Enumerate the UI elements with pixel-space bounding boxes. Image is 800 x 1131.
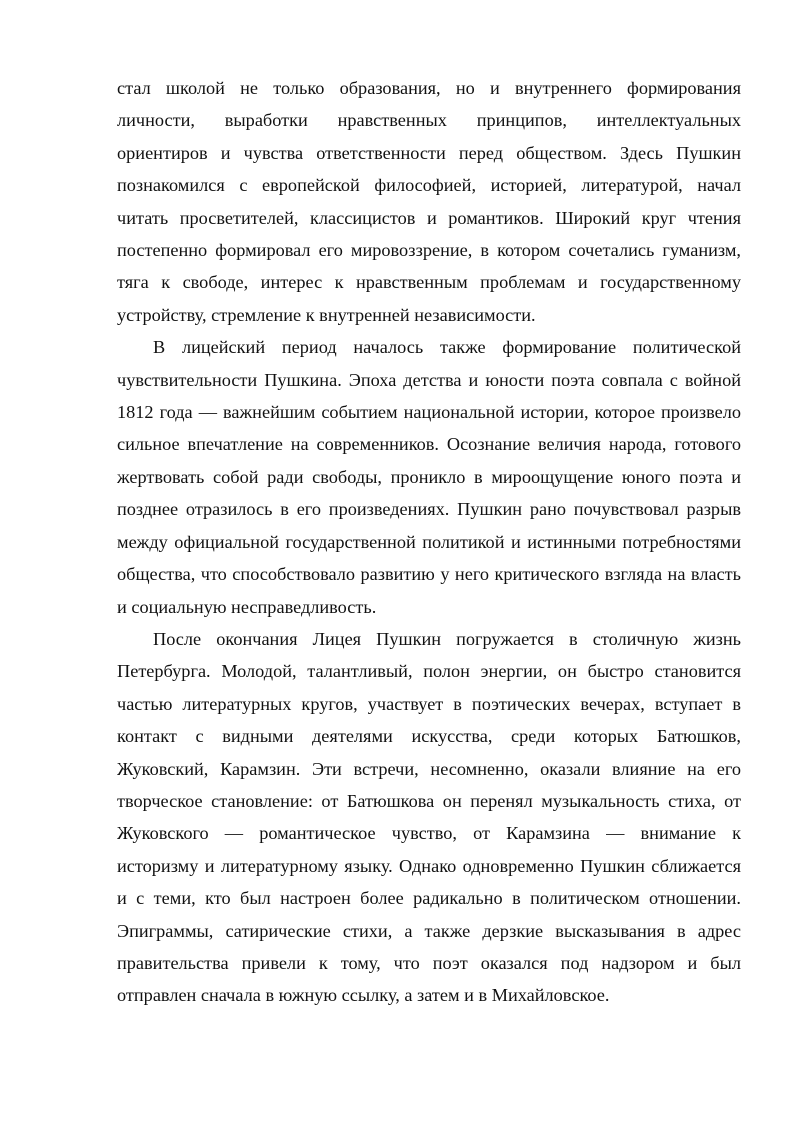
text-line: правительства привели к тому, что поэт оказался под надзором и был	[117, 952, 741, 973]
text-line: личности, выработки нравственных принципов, интеллектуальных	[117, 110, 741, 131]
text-line: отправлен сначала в южную ссылку, а затем и в Михайловское.	[117, 985, 610, 1006]
text-line: постепенно формировал его мировоззрение, в котором сочетались гуманизм,	[117, 240, 741, 261]
text-line: Жуковского — романтическое чувство, от Карамзина — внимание к	[117, 823, 741, 844]
text-line: тяга к свободе, интерес к нравственным проблемам и государственному	[117, 272, 741, 293]
text-line: и социальную несправедливость.	[117, 596, 377, 617]
text-line: Жуковский, Карамзин. Эти встречи, несомненно, оказали влияние на его	[117, 758, 741, 779]
paragraph-1	[117, 72, 741, 331]
text-line: устройству, стремление к внутренней независимости.	[117, 304, 536, 325]
text-line: ориентиров и чувства ответственности перед обществом. Здесь Пушкин	[117, 142, 741, 163]
text-line: После окончания Лицея Пушкин погружается в столичную жизнь	[153, 628, 741, 649]
text-line: и с теми, кто был настроен более радикально в политическом отношении.	[117, 888, 741, 909]
text-line: позднее отразилось в его произведениях. Пушкин рано почувствовал разрыв	[117, 499, 741, 520]
text-line: Петербурга. Молодой, талантливый, полон энергии, он быстро становится	[117, 661, 741, 682]
text-line: 1812 года — важнейшим событием национальной истории, которое произвело	[117, 402, 741, 423]
text-line: контакт с видными деятелями искусства, среди которых Батюшков,	[117, 726, 741, 747]
text-line: познакомился с европейской философией, историей, литературой, начал	[117, 175, 741, 196]
text-line: между официальной государственной политикой и истинными потребностями	[117, 531, 741, 552]
text-line: В лицейский период началось также формирование политической	[153, 337, 741, 358]
text-line: сильное впечатление на современников. Осознание величия народа, готового	[117, 434, 741, 455]
paragraph-2	[117, 331, 741, 623]
text-line: стал школой не только образования, но и внутреннего формирования	[117, 78, 741, 98]
paragraph-3	[117, 623, 741, 1012]
text-line: общества, что способствовало развитию у него критического взгляда на власть	[117, 564, 741, 585]
text-line: творческое становление: от Батюшкова он перенял музыкальность стиха, от	[117, 790, 741, 811]
document-page	[117, 72, 741, 1012]
text-line: частью литературных кругов, участвует в поэтических вечерах, вступает в	[117, 693, 741, 714]
text-line: чувствительности Пушкина. Эпоха детства и юности поэта совпала с войной	[117, 369, 741, 390]
text-line: Эпиграммы, сатирические стихи, а также дерзкие высказывания в адрес	[117, 920, 741, 941]
text-line: читать просветителей, классицистов и романтиков. Широкий круг чтения	[117, 207, 741, 228]
text-line: историзму и литературному языку. Однако одновременно Пушкин сближается	[117, 855, 741, 876]
text-line: жертвовать собой ради свободы, проникло в мироощущение юного поэта и	[117, 466, 741, 487]
